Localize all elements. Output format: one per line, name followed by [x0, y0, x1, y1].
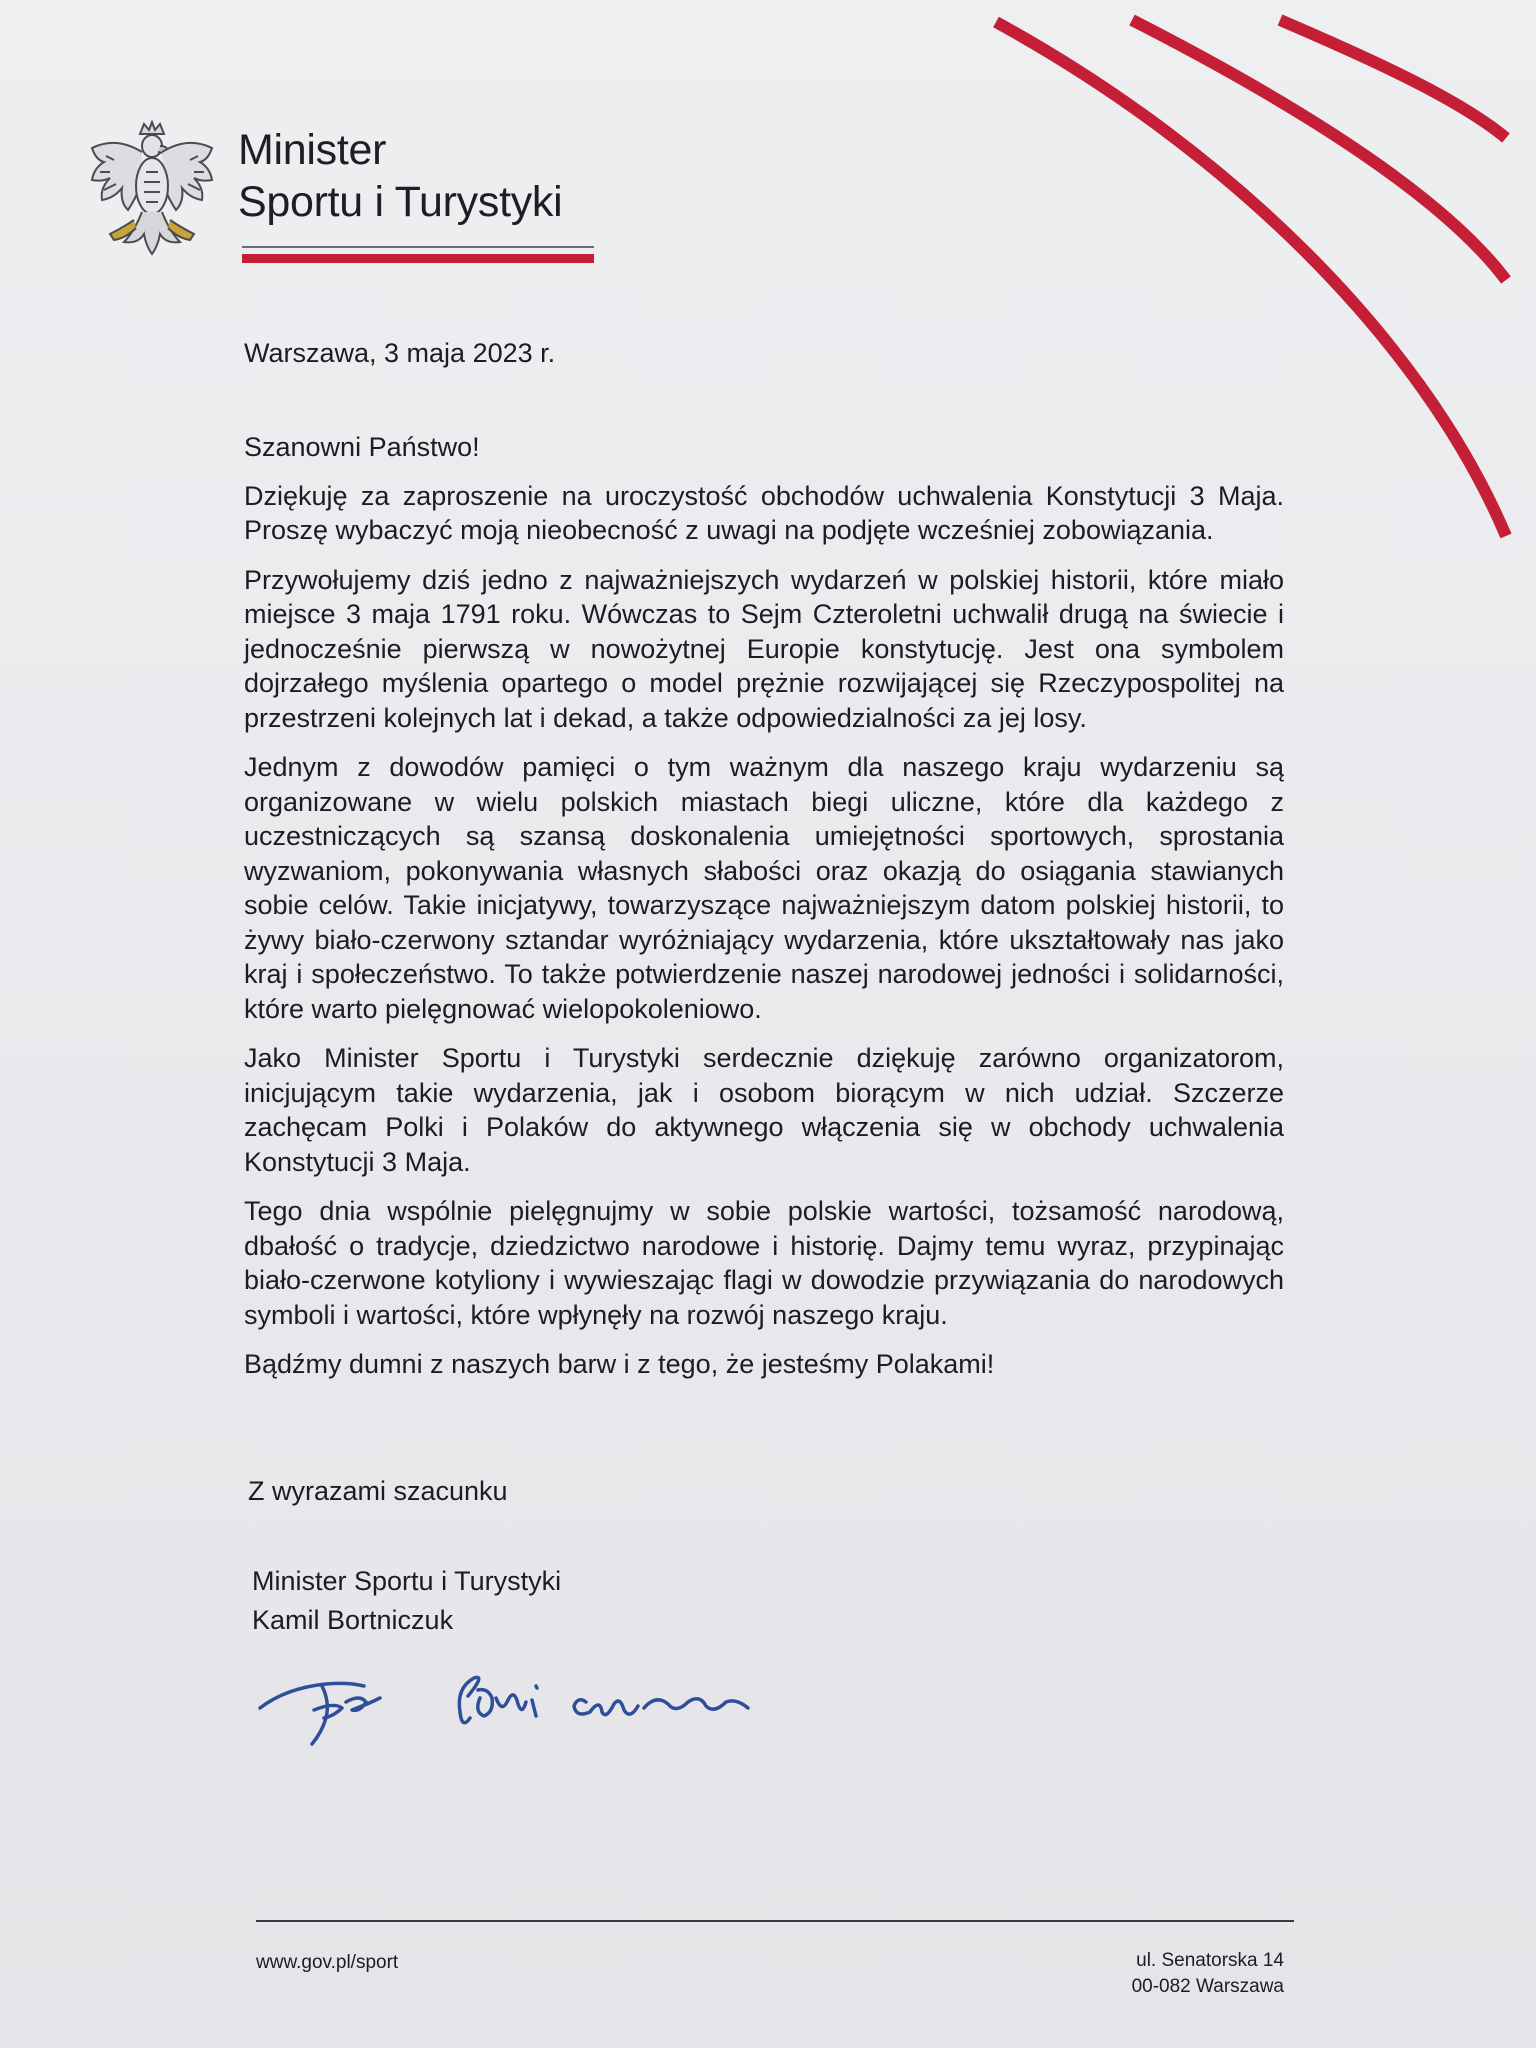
paragraph-1: Dziękuję za zaproszenie na uroczystość obchodów uchwalenia Konstytucji 3 Maja. Proszę wybaczyć moją nieobecność z uwagi na podjęte wcześniej zobowiązania. [244, 480, 1284, 545]
ministry-name [238, 124, 562, 228]
paragraph-6: Bądźmy dumni z naszych barw i z tego, że jesteśmy Polakami! [244, 1349, 995, 1379]
footer-divider [256, 1920, 1294, 1922]
ministry-name-line2: Sportu i Turystyki [238, 178, 563, 226]
paragraph-3: Jednym z dowodów pamięci o tym ważnym dla naszego kraju wydarzeniu są organizowane w wielu polskich miastach biegi uliczne, które dla każdego z uczestniczących są szansą doskonalenia umiejętności sportowych, sprostania wyzwaniom, pokonywania własnych słabości oraz okazją do osiągania stawianych sobie celów. Takie inicjatywy, towarzyszące najważniejszym datom polskiej historii, to żywy biało-czerwony sztandar wyróżniający wydarzenia, które ukształtowały nas jako kraj i społeczeństwo. To także potwierdzenie naszej narodowej jedności i solidarności, które warto pielęgnować wielopokoleniowo. [244, 752, 1284, 1024]
salutation: Szanowni Państwo! [244, 432, 480, 462]
footer-address-line1: ul. Senatorska 14 [1136, 1950, 1284, 1971]
letter-date: Warszawa, 3 maja 2023 r. [244, 338, 556, 368]
handwritten-signature-icon [256, 1658, 776, 1748]
paragraph-2: Przywołujemy dziś jedno z najważniejszych wydarzeń w polskiej historii, które miało miejsce 3 maja 1791 roku. Wówczas to Sejm Czteroletni uchwalił drugą na świecie i jednocześnie pierwszą w nowożytnej Europie konstytucję. Jest ona symbolem dojrzałego myślenia opartego o model prężnie rozwijającej się Rzeczypospolitej na przestrzeni kolejnych lat i dekad, a także odpowiedzialności za jej losy. [244, 564, 1284, 733]
letter-body [244, 430, 1284, 1397]
paragraph-5: Tego dnia wspólnie pielęgnujmy w sobie polskie wartości, tożsamość narodową, dbałość o tradycje, dziedzictwo narodowe i historię. Dajmy temu wyraz, przypinając biało-czerwone kotyliony i wywieszając flagi w dowodzie przywiązania do narodowych symboli i wartości, które wpłynęły na rozwój naszego kraju. [244, 1196, 1284, 1330]
ministry-name-line1: Minister [238, 126, 387, 174]
signer-block [252, 1562, 561, 1640]
paragraph-4: Jako Minister Sportu i Turystyki serdecznie dziękuję zarówno organizatorom, inicjującym takie wydarzenia, jak i osobom biorącym w nich udział. Szczerze zachęcam Polki i Polaków do aktywnego włączenia się w obchody uchwalenia Konstytucji 3 Maja. [244, 1043, 1284, 1177]
signer-title: Minister Sportu i Turystyki [252, 1566, 562, 1596]
closing: Z wyrazami szacunku [248, 1476, 508, 1506]
logo-gray-rule [242, 246, 594, 248]
logo-red-rule [242, 254, 594, 263]
signer-name: Kamil Bortniczuk [252, 1605, 454, 1635]
footer-website[interactable]: www.gov.pl/sport [256, 1952, 399, 1973]
footer-address [1132, 1948, 1284, 2000]
polish-eagle-emblem-icon [86, 116, 218, 266]
footer-address-line2: 00-082 Warszawa [1131, 1976, 1284, 1997]
